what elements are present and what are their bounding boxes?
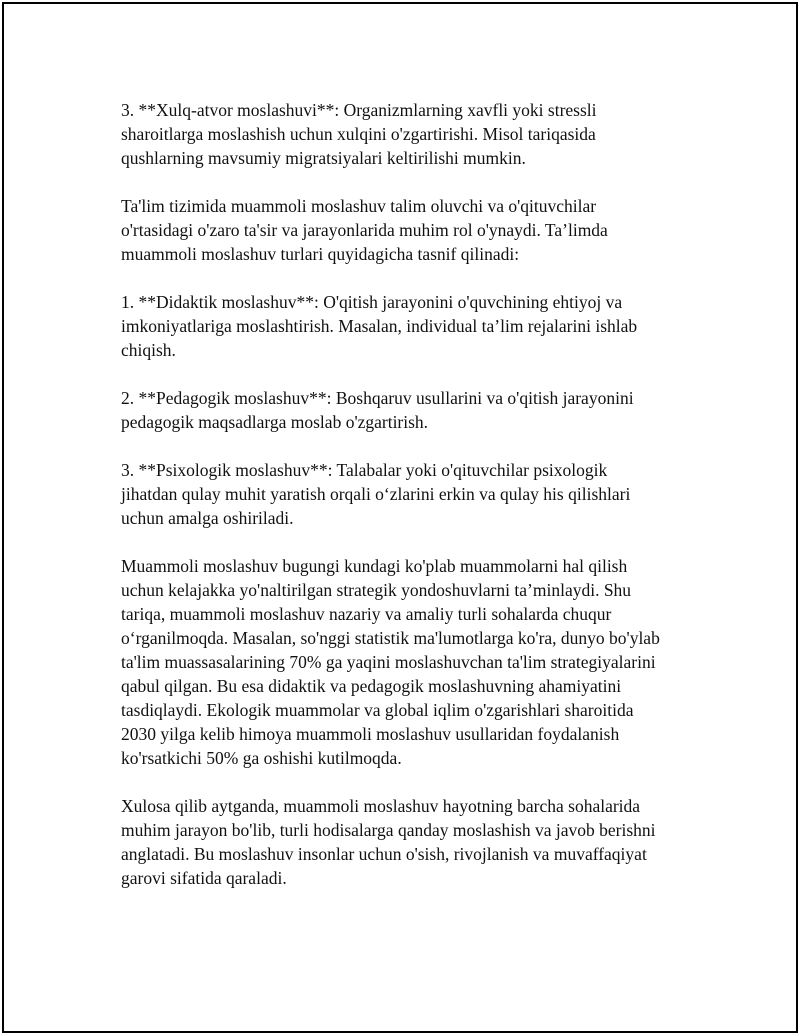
paragraph-strategic-approaches — [121, 554, 691, 770]
text-line: o‘rganilmoqda. Masalan, so'nggi statistik ma'lumotlarga ko'ra, dunyo bo'ylab — [121, 628, 660, 648]
text-line: muhim jarayon bo'lib, turli hodisalarga qanday moslashish va javob berishni — [121, 820, 656, 840]
text-line: o'rtasidagi o'zaro ta'sir va jarayonlarida muhim rol o'ynaydi. Ta’limda — [121, 220, 608, 240]
text-line: 3. **Xulq-atvor moslashuvi**: Organizmlarning xavfli yoki stressli — [121, 100, 597, 120]
text-line: muammoli moslashuv turlari quyidagicha tasnif qilinadi: — [121, 244, 520, 264]
text-line: Muammoli moslashuv bugungi kundagi ko'plab muammolarni hal qilish — [121, 556, 628, 576]
text-line: sharoitlarga moslashish uchun xulqini o'zgartirishi. Misol tariqasida — [121, 124, 596, 144]
text-line: Ta'lim tizimida muammoli moslashuv talim oluvchi va o'qituvchilar — [121, 196, 597, 216]
text-line: ta'lim muassasalarining 70% ga yaqini moslashuvchan ta'lim strategiyalarini — [121, 652, 656, 672]
text-line: uchun amalga oshiriladi. — [121, 508, 294, 528]
document-body — [121, 98, 691, 914]
text-line: Xulosa qilib aytganda, muammoli moslashuv hayotning barcha sohalarida — [121, 796, 641, 816]
text-line: 3. **Psixologik moslashuv**: Talabalar yoki o'qituvchilar psixologik — [121, 460, 608, 480]
text-line: 2030 yilga kelib himoya muammoli moslashuv usullaridan foydalanish — [121, 724, 620, 744]
text-line: uchun kelajakka yo'naltirilgan strategik yondoshuvlarni ta’minlaydi. Shu — [121, 580, 632, 600]
text-line: jihatdan qulay muhit yaratish orqali o‘zlarini erkin va qulay his qilishlari — [121, 484, 631, 504]
paragraph-pedagogical-adaptation — [121, 386, 691, 434]
text-line: anglatadi. Bu moslashuv insonlar uchun o'sish, rivojlanish va muvaffaqiyat — [121, 844, 647, 864]
page-frame — [2, 2, 798, 1033]
paragraph-behavioral-adaptation — [121, 98, 691, 170]
text-line: qushlarning mavsumiy migratsiyalari keltirilishi mumkin. — [121, 148, 526, 168]
text-line: 1. **Didaktik moslashuv**: O'qitish jarayonini o'quvchining ehtiyoj va — [121, 292, 623, 312]
text-line: ko'rsatkichi 50% ga oshishi kutilmoqda. — [121, 748, 402, 768]
text-line: tasdiqlaydi. Ekologik muammolar va global iqlim o'zgarishlari sharoitida — [121, 700, 634, 720]
text-line: chiqish. — [121, 340, 176, 360]
text-line: garovi sifatida qaraladi. — [121, 868, 287, 888]
paragraph-education-intro — [121, 194, 691, 266]
text-line: tariqa, muammoli moslashuv nazariy va amaliy turli sohalarda chuqur — [121, 604, 612, 624]
text-line: pedagogik maqsadlarga moslab o'zgartirish. — [121, 412, 429, 432]
text-line: 2. **Pedagogik moslashuv**: Boshqaruv usullarini va o'qitish jarayonini — [121, 388, 634, 408]
text-line: qabul qilgan. Bu esa didaktik va pedagogik moslashuvning ahamiyatini — [121, 676, 622, 696]
paragraph-conclusion — [121, 794, 691, 890]
text-line: imkoniyatlariga moslashtirish. Masalan, individual ta’lim rejalarini ishlab — [121, 316, 638, 336]
paragraph-psychological-adaptation — [121, 458, 691, 530]
paragraph-didactic-adaptation — [121, 290, 691, 362]
